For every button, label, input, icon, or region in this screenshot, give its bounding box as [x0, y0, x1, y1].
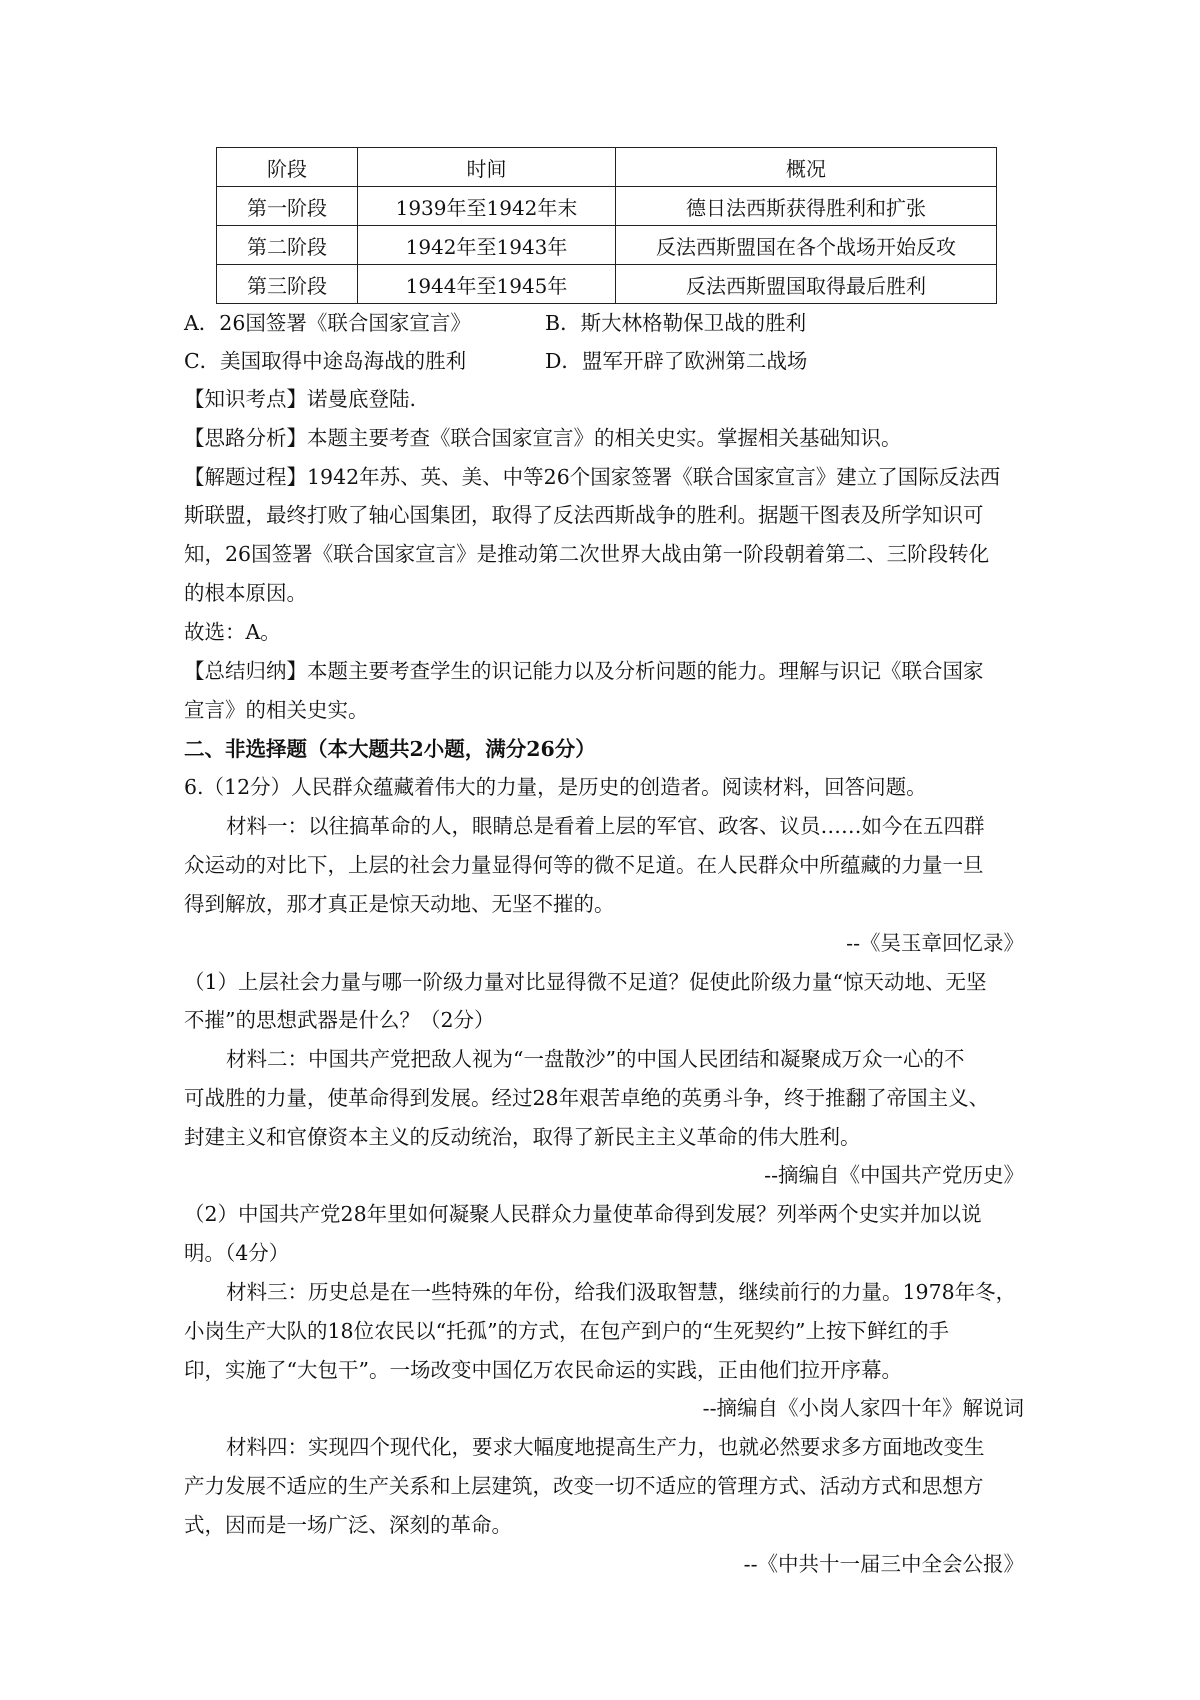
option-a: A．26国签署《联合国家宣言》 [184, 311, 471, 335]
material-line: 材料四：实现四个现代化，要求大幅度地提高生产力，也就必然要求多方面地改变生 [226, 1435, 985, 1459]
thinking-analysis: 【思路分析】本题主要考查《联合国家宣言》的相关史实。掌握相关基础知识。 [184, 426, 902, 450]
material-source: --摘编自《中国共产党历史》 [764, 1163, 1024, 1187]
answer: 故选：A。 [184, 620, 281, 644]
sub-question: （2）中国共产党28年里如何凝聚人民群众力量使革命得到发展？列举两个史实并加以说 [184, 1202, 982, 1226]
sub-question: （1）上层社会力量与哪一阶级力量对比显得微不足道？促使此阶级力量“惊天动地、无坚 [184, 970, 987, 994]
table-cell: 第一阶段 [217, 187, 358, 226]
table-row [217, 226, 997, 265]
material-line: 小岗生产大队的18位农民以“托孤”的方式，在包产到户的“生死契约”上按下鲜红的手 [184, 1319, 950, 1343]
solution-line: 【解题过程】1942年苏、英、美、中等26个国家签署《联合国家宣言》建立了国际反法西 [184, 465, 1001, 489]
solution-line: 知，26国签署《联合国家宣言》是推动第二次世界大战由第一阶段朝着第二、三阶段转化 [184, 542, 990, 566]
table-cell: 1944年至1945年 [358, 265, 616, 304]
table-row [217, 265, 997, 304]
material-source: --摘编自《小岗人家四十年》解说词 [702, 1396, 1024, 1420]
material-line: 封建主义和官僚资本主义的反动统治，取得了新民主主义革命的伟大胜利。 [184, 1125, 861, 1149]
table-cell: 1942年至1943年 [358, 226, 616, 265]
table-header-cell: 概况 [616, 148, 997, 187]
table-cell: 德日法西斯获得胜利和扩张 [616, 187, 997, 226]
table-header-cell: 阶段 [217, 148, 358, 187]
solution-line: 斯联盟，最终打败了轴心国集团，取得了反法西斯战争的胜利。据题干图表及所学知识可 [184, 503, 984, 527]
summary-line: 【总结归纳】本题主要考查学生的识记能力以及分析问题的能力。理解与识记《联合国家 [184, 659, 984, 683]
material-line: 材料一：以往搞革命的人，眼睛总是看着上层的军官、政客、议员……如今在五四群 [226, 814, 985, 838]
table-cell: 反法西斯盟国在各个战场开始反攻 [616, 226, 997, 265]
sub-question: 不摧”的思想武器是什么？（2分） [184, 1008, 495, 1032]
material-source: --《中共十一届三中全会公报》 [743, 1552, 1024, 1576]
table-row [217, 187, 997, 226]
material-line: 印，实施了“大包干”。一场改变中国亿万农民命运的实践，正由他们拉开序幕。 [184, 1358, 902, 1382]
solution-line: 的根本原因。 [184, 581, 307, 605]
summary-line: 宣言》的相关史实。 [184, 698, 369, 722]
section-title: 二、非选择题（本大题共2小题，满分26分） [184, 737, 596, 761]
table-cell: 第二阶段 [217, 226, 358, 265]
option-b: B．斯大林格勒保卫战的胜利 [545, 311, 807, 335]
table-header-cell: 时间 [358, 148, 616, 187]
war-stages-table [216, 147, 997, 304]
knowledge-point: 【知识考点】诺曼底登陆. [184, 387, 417, 411]
material-line: 众运动的对比下，上层的社会力量显得何等的微不足道。在人民群众中所蕴藏的力量一旦 [184, 853, 984, 877]
table-cell: 1939年至1942年末 [358, 187, 616, 226]
material-line: 式，因而是一场广泛、深刻的革命。 [184, 1513, 512, 1537]
material-line: 产力发展不适应的生产关系和上层建筑，改变一切不适应的管理方式、活动方式和思想方 [184, 1474, 984, 1498]
material-line: 材料二：中国共产党把敌人视为“一盘散沙”的中国人民团结和凝聚成万众一心的不 [226, 1047, 965, 1071]
table-header-row [217, 148, 997, 187]
sub-question: 明。（4分） [184, 1241, 290, 1265]
option-c: C．美国取得中途岛海战的胜利 [184, 349, 467, 373]
material-line: 得到解放，那才真正是惊天动地、无坚不摧的。 [184, 892, 615, 916]
table-cell: 第三阶段 [217, 265, 358, 304]
material-line: 可战胜的力量，使革命得到发展。经过28年艰苦卓绝的英勇斗争，终于推翻了帝国主义、 [184, 1086, 990, 1110]
material-source: --《吴玉章回忆录》 [846, 931, 1024, 955]
question-stem: 6.（12分）人民群众蕴藏着伟大的力量，是历史的创造者。阅读材料，回答问题。 [184, 775, 927, 799]
option-d: D．盟军开辟了欧洲第二战场 [545, 349, 808, 373]
material-line: 材料三：历史总是在一些特殊的年份，给我们汲取智慧，继续前行的力量。1978年冬， [226, 1280, 1017, 1304]
table-cell: 反法西斯盟国取得最后胜利 [616, 265, 997, 304]
